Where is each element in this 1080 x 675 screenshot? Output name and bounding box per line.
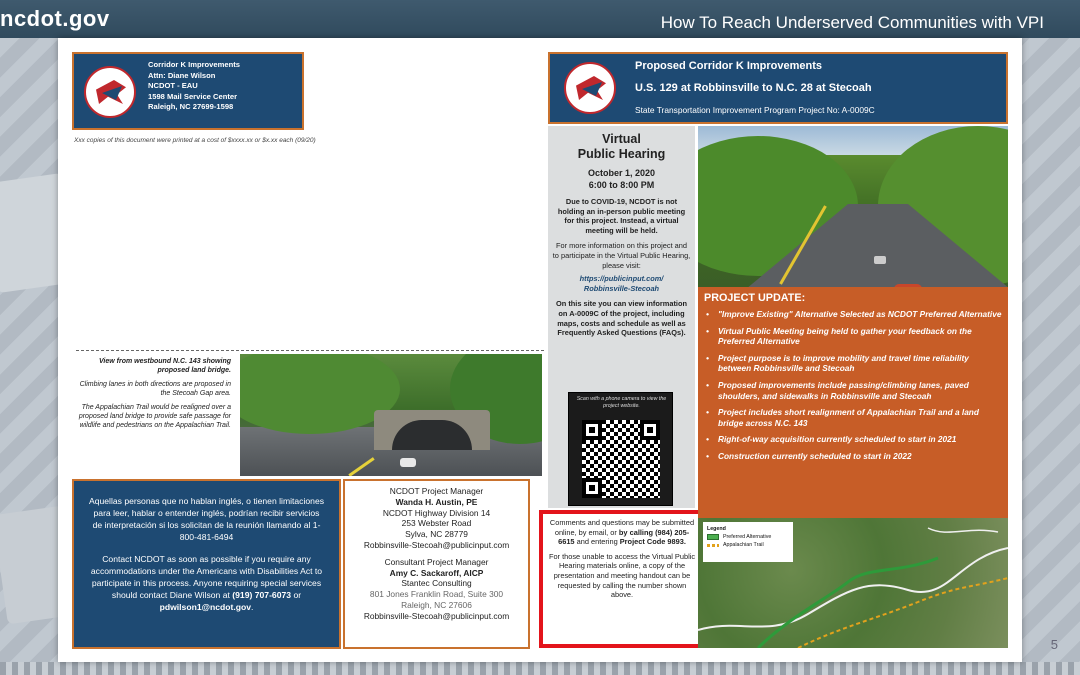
hearing-date: October 1, 2020 6:00 to 8:00 PM	[587, 168, 656, 190]
comments-highlight-box: Comments and questions may be submitted online, by email, or by calling (984) 205-6615 and entering Project Code 9893. For those unable to access the Virtual Public Hearing materials online, a copy of the presentation and meeting handout can be requested by calling the number shown above.	[539, 510, 705, 648]
list-item: • "Improve Existing" Alternative Selected as NCDOT Preferred Alternative	[704, 309, 1002, 320]
covid-note: Due to COVID-19, NCDOT is not holding an in-person public meeting for this project. Instead, a virtual meeting will be held.	[557, 197, 686, 235]
site-info-note: On this site you can view information on A-0009C of the project, including maps, costs and schedule as well as Frequently Asked Questions (FAQs).	[556, 299, 687, 338]
info-note: For more information on this project and to participate in the Virtual Public Hearing, please visit:	[552, 241, 691, 270]
project-header-box	[548, 52, 1008, 124]
list-item: • Virtual Public Meeting being held to gather your feedback on the Preferred Alternative	[704, 326, 1002, 347]
list-item: • Project includes short realignment of Appalachian Trail and a land bridge across N.C. 143	[704, 407, 1002, 428]
project-contacts-box: NCDOT Project Manager Wanda H. Austin, PE NCDOT Highway Division 14 253 Webster Road Sylva, NC 28779 Robbinsville-Stecoah@publicinput.com Consultant Project Manager Amy C. Sackaroff, AICP Stantec Consulting 801 Jones Franklin Road, Suite 300 Raleigh, NC 27606 Robbinsville-Stecoah@publicinput.com	[343, 479, 530, 649]
list-item: • Proposed improvements include passing/climbing lanes, paved shoulders, and sidewalks in Robbinsville and Stecoah	[704, 380, 1002, 401]
highway-rendering-image	[698, 126, 1008, 287]
dashed-divider	[76, 350, 544, 351]
ncdot-logo: ncdot.gov	[0, 6, 110, 31]
cpm-email-link[interactable]: Robbinsville-Stecoah@publicinput.com	[363, 610, 510, 621]
language-accessibility-notice: Aquellas personas que no hablan inglés, o tienen limitaciones para leer, hablar o entender inglés, podrían recibir servicios de interpretación si los solicitan de la reunión llamando al 1-800-481-6494 Contact NCDOT as soon as possible if you require any accommodations under the Americans with Disabilities Act to participate in this process. Anyone requiring special services should contact Diane Wilson at (919) 707-6073 or pdwilson1@ncdot.gov.	[72, 479, 341, 649]
slide-bottom-strip	[0, 662, 1080, 675]
qr-caption: Scan with a phone camera to view the project website.	[576, 396, 667, 409]
presentation-title: How To Reach Underserved Communities with VPI	[660, 13, 1044, 32]
slide-page-number: 5	[1050, 637, 1058, 652]
list-item: • Construction currently scheduled to start in 2022	[704, 451, 1002, 462]
virtual-hearing-panel	[548, 126, 695, 508]
list-item: • Right-of-way acquisition currently scheduled to start in 2021	[704, 434, 1002, 445]
qr-code-panel	[568, 392, 673, 506]
land-bridge-rendering-image	[240, 354, 542, 476]
list-item: • Project purpose is to improve mobility and travel time reliability between Robbinsville and Stecoah	[704, 353, 1002, 374]
project-number: State Transportation Improvement Program Project No: A-0009C	[635, 105, 875, 115]
land-bridge-caption: View from westbound N.C. 143 showing proposed land bridge. Climbing lanes in both directions are proposed in the Stecoah Gap area. The Appalachian Trail would be realigned over a proposed land bridge to provide safe passage for wildlife and pedestrians on the Appalachian Trail.	[78, 358, 231, 429]
qr-code-icon[interactable]	[582, 420, 660, 498]
project-update-list	[704, 309, 1002, 462]
slide-header-bar	[0, 0, 1080, 38]
nc-state-seal-icon	[564, 62, 616, 114]
legend-swatch-dashed	[707, 544, 719, 547]
mailing-address: Corridor K Improvements Attn: Diane Wilson NCDOT - EAU 1598 Mail Service Center Raleigh, NC 27699-1598	[148, 60, 240, 112]
publicinput-link[interactable]: https://publicinput.com/ Robbinsville-Stecoah	[579, 274, 664, 293]
project-update-title: PROJECT UPDATE:	[704, 292, 806, 304]
pm-email-link[interactable]: Robbinsville-Stecoah@publicinput.com	[363, 539, 510, 550]
mailing-address-box	[72, 52, 304, 130]
project-update-box	[698, 287, 1008, 518]
brochure-document	[58, 38, 1022, 662]
project-title: Proposed Corridor K Improvements	[635, 60, 823, 72]
project-subtitle: U.S. 129 at Robbinsville to N.C. 28 at Stecoah	[635, 82, 872, 94]
map-legend: Legend Preferred Alternative Appalachian Trail	[703, 522, 793, 562]
printing-cost-note: Xxx copies of this document were printed at a cost of $xxxx.xx or $x.xx each (09/20)	[74, 137, 316, 144]
legend-swatch-green	[707, 534, 719, 540]
project-area-map	[698, 518, 1008, 648]
hearing-title: Virtual Public Hearing	[577, 132, 666, 161]
nc-state-seal-icon	[84, 66, 136, 118]
